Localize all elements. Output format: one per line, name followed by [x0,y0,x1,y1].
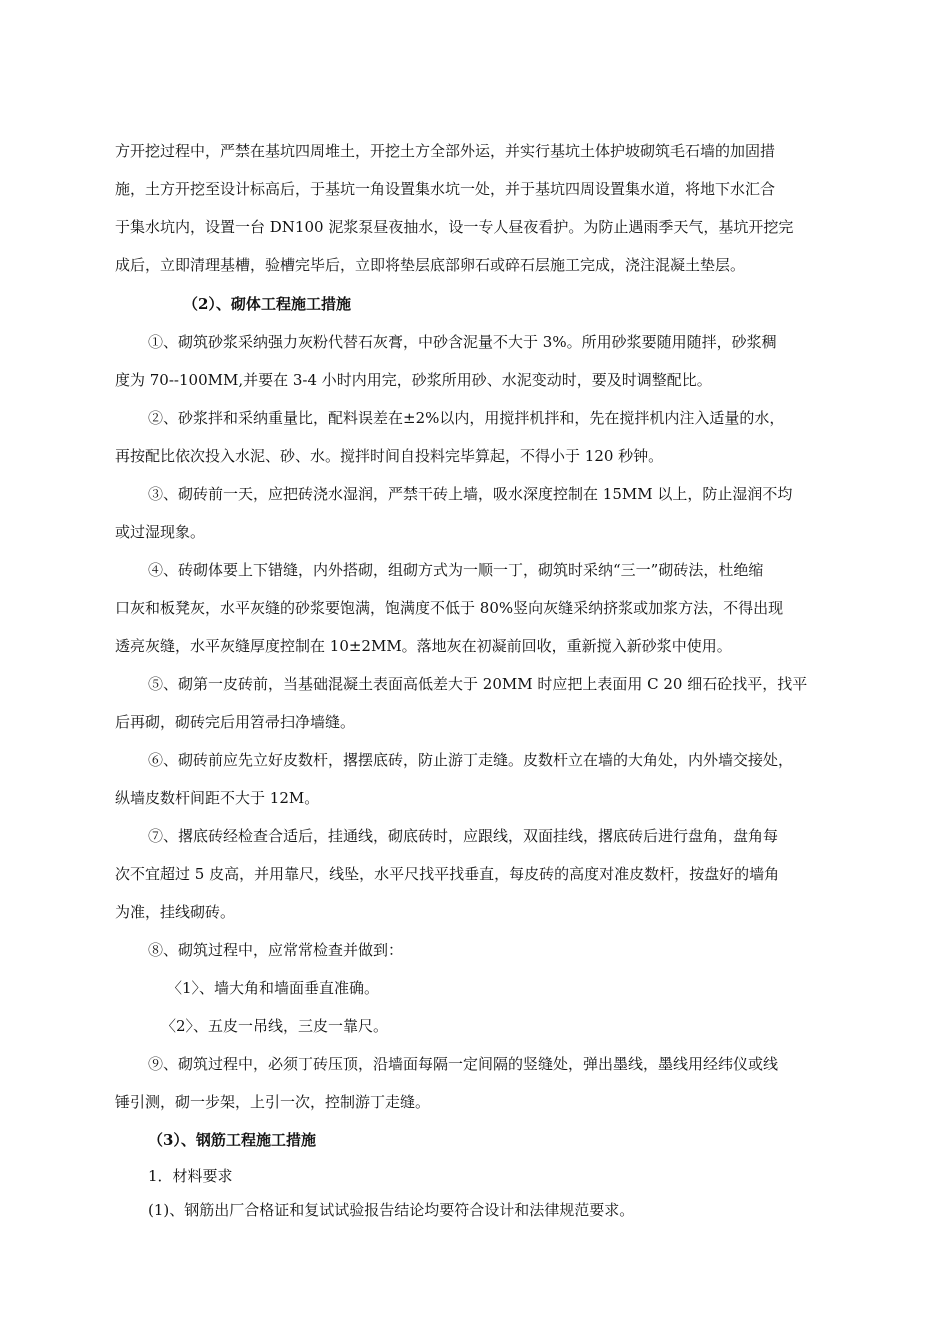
text-line: ⑨、砌筑过程中，必须丁砖压顶，沿墙面每隔一定间隔的竖缝处，弹出墨线，墨线用经纬仪或线 [148,1055,779,1073]
masonry-item-7 [115,817,850,931]
text-line: 方开挖过程中，严禁在基坑四周堆土，开挖土方全部外运，并实行基坑土体护坡砌筑毛石墙的加固措 [115,142,776,160]
text-line: 后再砌，砌砖完后用笤帚扫净墙缝。 [115,713,356,731]
text-line: 成后，立即清理基槽，验槽完毕后，立即将垫层底部卵石或碎石层施工完成，浇注混凝土垫层。 [115,256,746,274]
text-line: 或过湿现象。 [115,523,206,541]
text-line: ⑥、砌砖前应先立好皮数杆，撂摆底砖，防止游丁走缝。皮数杆立在墙的大角处，内外墙交接处， [148,751,794,769]
masonry-item-2 [115,399,850,475]
masonry-item-9 [115,1045,850,1121]
text-line: 施，土方开挖至设计标高后，于基坑一角设置集水坑一处，并于基坑四周设置集水道，将地下水汇合 [115,180,776,198]
masonry-item-1 [115,323,850,399]
text-line: ④、砖砌体要上下错缝，内外搭砌，组砌方式为一顺一丁，砌筑时采纳“三一”砌砖法，杜绝缩 [148,561,764,579]
intro-paragraph [115,132,850,284]
masonry-item-8 [115,931,850,969]
text-line: 再按配比依次投入水泥、砂、水。搅拌时间自投料完毕算起，不得小于 120 秒钟。 [115,447,664,465]
text-line: ⑤、砌第一皮砖前，当基础混凝土表面高低差大于 20MM 时应把上表面用 C 20 细石砼找平，找平 [148,675,808,693]
document-body [115,132,850,1227]
text-line: ③、砌砖前一天，应把砖浇水湿润，严禁干砖上墙，吸水深度控制在 15MM 以上，防止湿润不均 [148,485,793,503]
text-line: 纵墙皮数杆间距不大于 12M。 [115,789,320,807]
masonry-item-4 [115,551,850,665]
text-line: 次不宜超过 5 皮高，并用靠尺，线坠，水平尺找平找垂直，每皮砖的高度对准皮数杆，按盘好的墙角 [115,865,780,883]
text-line: 于集水坑内，设置一台 DN100 泥浆泵昼夜抽水，设一专人昼夜看护。为防止遇雨季天气，基坑开挖完 [115,218,794,236]
text-line: 锤引测，砌一步架，上引一次，控制游丁走缝。 [115,1093,431,1111]
text-line: 度为 70--100MM,并要在 3-4 小时内用完，砂浆所用砂、水泥变动时，要及时调整配比。 [115,371,712,389]
masonry-item-5 [115,665,850,741]
text-line: 透亮灰缝，水平灰缝厚度控制在 10±2MM。落地灰在初凝前回收，重新搅入新砂浆中使用。 [115,637,732,655]
section-heading-rebar: （3）、钢筋工程施工措施 [148,1131,316,1149]
section-heading-masonry: （2）、砌体工程施工措施 [183,295,351,313]
text-line: ⑦、撂底砖经检查合适后，挂通线，砌底砖时，应跟线，双面挂线，撂底砖后进行盘角，盘角每 [148,827,779,845]
text-line: ⑧、砌筑过程中，应常常检查并做到： [148,941,404,959]
text-line: ②、砂浆拌和采纳重量比，配料误差在±2%以内，用搅拌机拌和，先在搅拌机内注入适量的水， [148,409,785,427]
text-line: 口灰和板凳灰，水平灰缝的砂浆要饱满，饱满度不低于 80%竖向灰缝采纳挤浆或加浆方法，不得出现 [115,599,784,617]
masonry-item-6 [115,741,850,817]
sub-item-2: 〈2〉、五皮一吊线，三皮一靠尺。 [161,1017,389,1035]
text-line: 为准，挂线砌砖。 [115,903,236,921]
sub-item-1: 〈1〉、墙大角和墙面垂直准确。 [167,979,380,997]
material-requirement-1: (1)、钢筋出厂合格证和复试试验报告结论均要符合设计和法律规范要求。 [148,1201,635,1219]
text-line: ①、砌筑砂浆采纳强力灰粉代替石灰膏，中砂含泥量不大于 3%。所用砂浆要随用随拌，砂浆稠 [148,333,777,351]
masonry-item-3 [115,475,850,551]
material-requirements-heading: 1．材料要求 [148,1167,233,1185]
